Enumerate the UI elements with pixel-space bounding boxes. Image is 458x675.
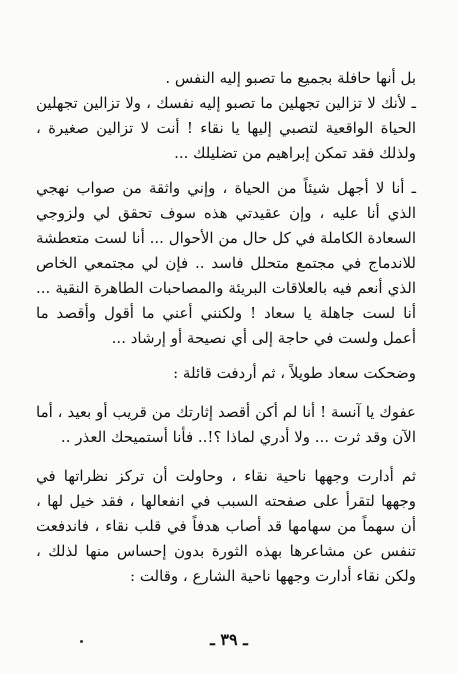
page-number: ـ ٣٩ ـ <box>210 630 248 649</box>
paragraph-3: ـ أنا لا أجهل شيئاً من الحياة ، وإني واثقة من صواب نهجي الذي أنا عليه ، وإن عقيدتي هذه سوف تحقق لي ولزوجي السعادة الكاملة في كل حال من الأحوال ... أنا لست متعطشة للاندماج في مجتمع متحلل فاسد .. فإن لي مجتمعي الخاص الذي أنعم فيه بالعلاقات البريئة والمصاحبات الطاهرة النقية ... أنا لست جاهلة يا سعاد ! ولكنني أعني ما أقول وأقصد ما أعمل ولست في حاجة إلى أي نصيحة أو إرشاد ... <box>36 179 416 347</box>
paragraph-6: ثم أدارت وجهها ناحية نقاء ، وحاولت أن تركز نظراتها في وجهها لتقرأ على صفحته السبب في انفعالها ، فقد خيل لها ، أن سهماً من سهامها قد أصاب هدفاً في قلب نقاء ، فاندفعت تنفس عن مشاعرها بهذه الثورة بدون إحساس منها لذلك ، ولكن نقاء أدارت وجهها ناحية الشارع ، وقالت : <box>36 467 416 585</box>
ink-speck <box>80 640 83 643</box>
paragraph-2: ـ لأنك لا تزالين تجهلين ما تصبو إليه نفسك ، ولا تزالين تجهلين الحياة الواقعية لتصبي إليها يا نقاء ! أنت لا تزالين صغيرة ، ولذلك فقد تمكن إبراهيم من تضليلك ... <box>36 94 416 162</box>
paragraph-5: عفوك يا آنسة ! أنا لم أكن أقصد إثارتك من قريب أو بعيد ، أما الآن وقد ثرت ... ولا أدري لماذا ؟!.. فأنا أستميحك العذر .. <box>36 403 416 446</box>
paragraph-1: بل أنها حافلة بجميع ما تصبو إليه النفس . <box>165 69 416 87</box>
body-text <box>36 66 416 589</box>
paragraph-4: وضحكت سعاد طويلاً ، ثم أردفت قائلة : <box>173 364 416 382</box>
